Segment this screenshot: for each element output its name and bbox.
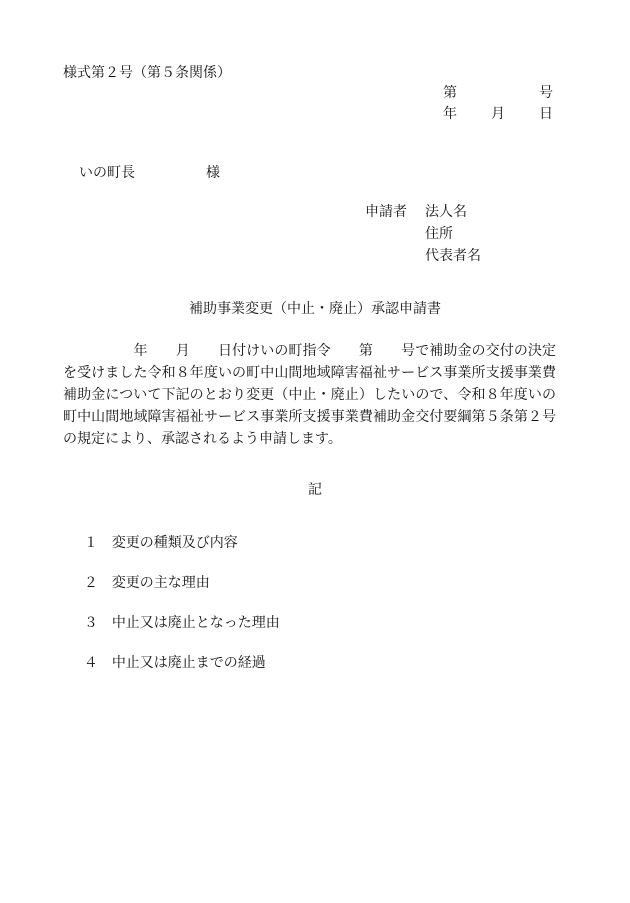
addressee-honorific: 様 [206,165,220,181]
list-item-number: １ [83,535,98,551]
list-item [66,522,238,564]
list-item-number: ３ [83,615,98,631]
document-title: 補助事業変更（中止・廃止）承認申請書 [189,301,441,317]
addressee-name: いの町長 [79,165,135,181]
list-item-number: ４ [83,655,98,671]
applicant-representative-name: 代表者名 [425,248,481,264]
list-item-text: 中止又は廃止までの経過 [111,655,266,671]
applicant-address: 住所 [425,226,453,242]
ref-dai: 第 [443,85,457,101]
form-number: 様式第２号（第５条関係） [63,65,231,81]
date-day: 日 [539,106,553,122]
issue-date [443,107,553,121]
list-item [66,642,266,684]
date-month: 月 [491,106,505,122]
list-item-number: ２ [83,575,98,591]
applicant-fields [425,205,481,263]
list-item [66,562,210,604]
reference-number [443,86,553,100]
applicant-label: 申請者 [365,204,407,220]
body-paragraph: 年 月 日付けいの町指令 第 号で補助金の交付の決定を受けました令和８年度いの町中山間地域障害福祉サービス事業所支援事業費補助金について下記のとおり変更（中止・廃止）したいので、令和８年度いの町中山間地域障害福祉サービス事業所支援事業費補助金交付要綱第５条第２号の規定により、承認されるよう申請します。 [63,343,556,447]
list-item-text: 変更の主な理由 [111,575,210,591]
ref-go: 号 [539,85,553,101]
date-year: 年 [443,106,457,122]
list-item-text: 中止又は廃止となった理由 [111,615,280,631]
list-item-text: 変更の種類及び内容 [111,535,238,551]
list-item [66,602,280,644]
applicant-corporation-name: 法人名 [425,204,467,220]
ki-heading: 記 [308,482,322,498]
